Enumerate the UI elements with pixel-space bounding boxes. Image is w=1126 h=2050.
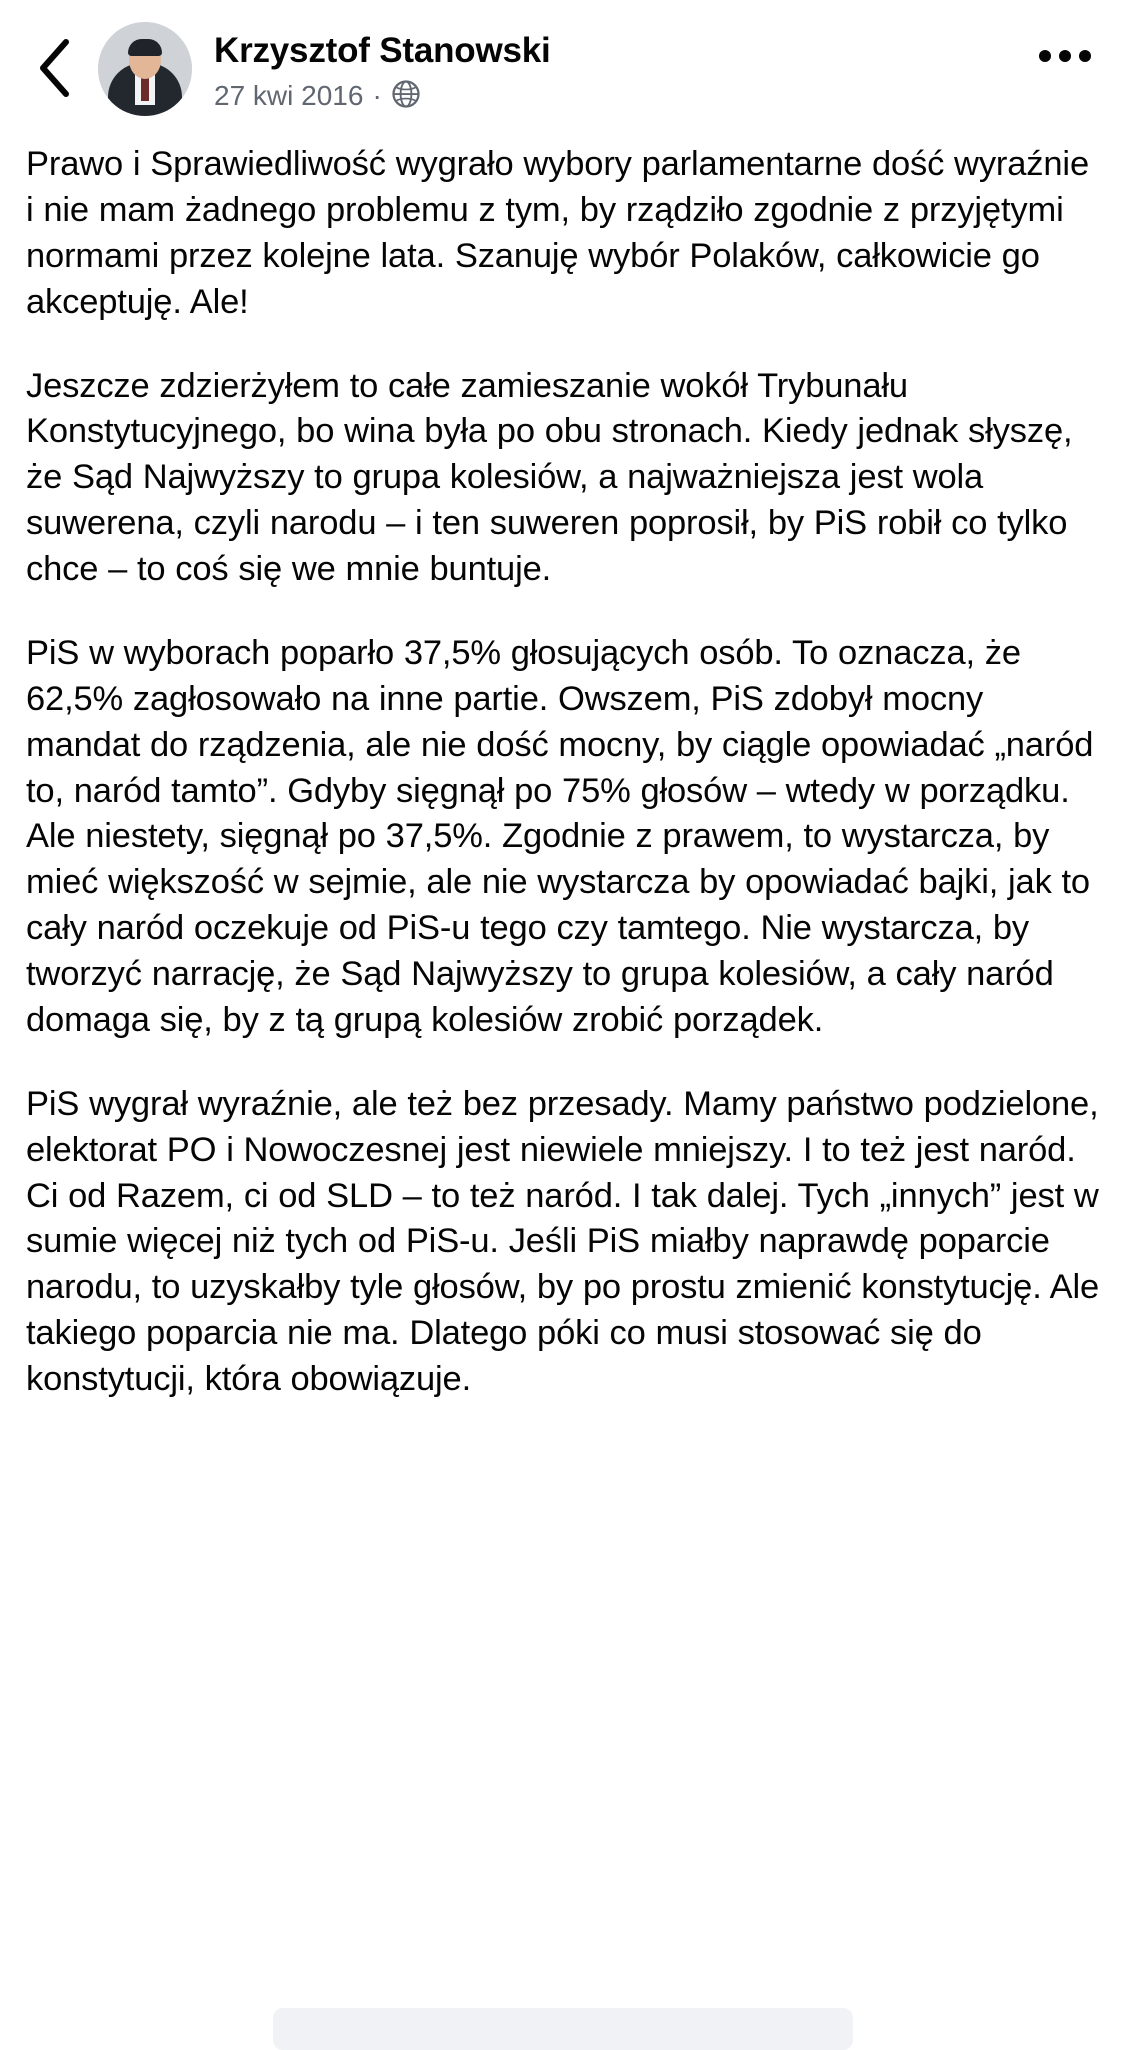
avatar[interactable] bbox=[98, 22, 192, 116]
post-paragraph: Jeszcze zdzierżyłem to całe zamieszanie wokół Trybunału Konstytucyjnego, bo wina była po obu stronach. Kiedy jednak słyszę, że Sąd Najwyższy to grupa kolesiów, a najważniejsza jest wola suwerena, czyli narodu – i ten suweren poprosił, by PiS robił co tylko chce – to coś się we mnie buntuje. bbox=[26, 366, 1073, 588]
reactions-bar-placeholder[interactable] bbox=[273, 2008, 853, 2050]
header-text-block bbox=[214, 18, 1100, 114]
post-paragraph: Prawo i Sprawiedliwość wygrało wybory parlamentarne dość wyraźnie i nie mam żadnego problemu z tym, by rządziło zgodnie z przyjętymi normami przez kolejne lata. Szanuję wybór Polaków, całkowicie go akceptuję. Ale! bbox=[26, 145, 1089, 321]
avatar-hair bbox=[128, 39, 162, 56]
chevron-left-icon bbox=[35, 37, 75, 99]
post-meta bbox=[214, 77, 1100, 114]
meta-separator: · bbox=[372, 79, 382, 111]
more-options-button[interactable] bbox=[1030, 34, 1100, 78]
post-body bbox=[0, 128, 1126, 1954]
back-button[interactable] bbox=[22, 28, 88, 108]
post-date[interactable]: 27 kwi 2016 bbox=[214, 79, 364, 111]
post-header bbox=[0, 0, 1126, 128]
post-paragraph: PiS wygrał wyraźnie, ale też bez przesady. Mamy państwo podzielone, elektorat PO i Nowoczesnej jest niewiele mniejszy. I to też jest naród. Ci od Razem, ci od SLD – to też naród. I tak dalej. Tych „innych” jest w sumie więcej niż tych od PiS-u. Jeśli PiS miałby naprawdę poparcie narodu, to uzyskałby tyle głosów, by po prostu zmienić konstytucję. Ale takiego poparcia nie ma. Dlatego póki co musi stosować się do konstytucji, która obowiązuje. bbox=[26, 1084, 1099, 1398]
ellipsis-dot-3 bbox=[1079, 50, 1091, 62]
globe-public-icon[interactable] bbox=[391, 79, 421, 114]
ellipsis-dot-1 bbox=[1039, 50, 1051, 62]
post-paragraph: PiS w wyborach poparło 37,5% głosujących osób. To oznacza, że 62,5% zagłosowało na inne partie. Owszem, PiS zdobył mocny mandat do rządzenia, ale nie dość mocny, by ciągle opowiadać „naród to, naród tamto”. Gdyby sięgnął po 75% głosów – wtedy w porządku. Ale niestety, sięgnął po 37,5%. Zgodnie z prawem, to wystarcza, by mieć większość w sejmie, ale nie wystarcza by opowiadać bajki, jak to cały naród oczekuje od PiS-u tego czy tamtego. Nie wystarcza, by tworzyć narrację, że Sąd Najwyższy to grupa kolesiów, a cały naród domaga się, by z tą grupą kolesiów zrobić porządek. bbox=[26, 633, 1094, 1039]
post-footer bbox=[0, 1988, 1126, 2048]
ellipsis-dot-2 bbox=[1059, 50, 1071, 62]
author-name[interactable]: Krzysztof Stanowski bbox=[214, 31, 551, 70]
